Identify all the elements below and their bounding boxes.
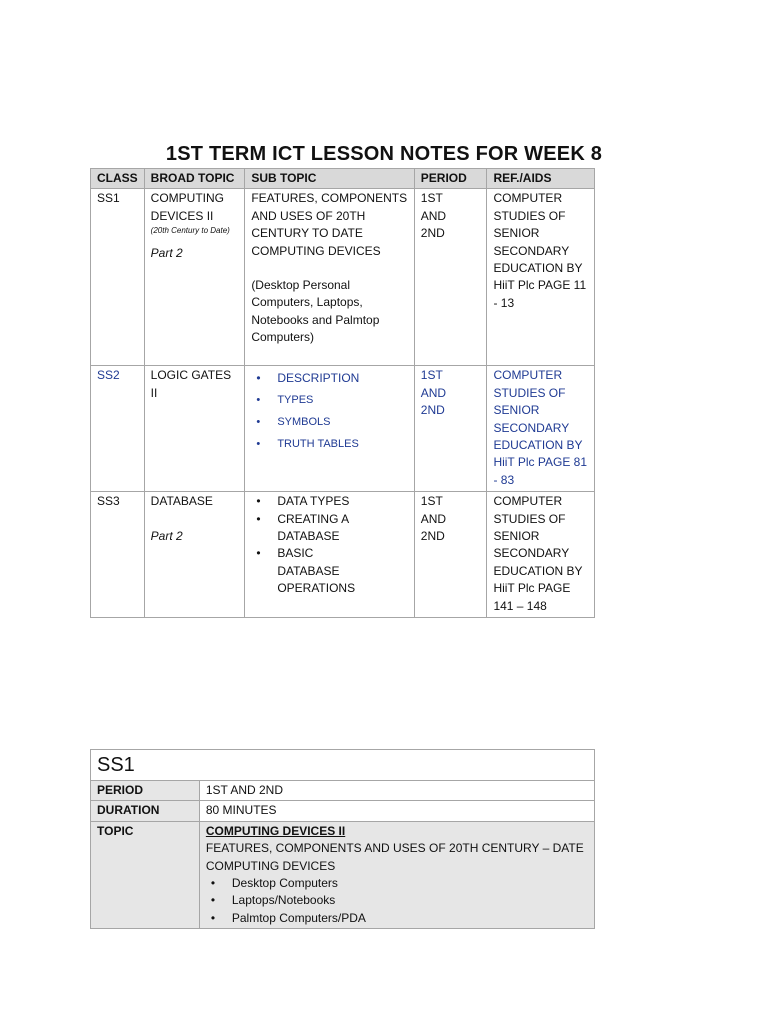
period-line: 1ST xyxy=(420,368,443,383)
broad-topic-cell xyxy=(144,492,245,618)
sub-topic-list xyxy=(251,493,407,597)
period-line: 1ST xyxy=(420,494,443,509)
sub-topic-extra: (Desktop Personal Computers, Laptops, Notebooks and Palmtop Computers) xyxy=(251,278,380,345)
detail-heading: SS1 xyxy=(91,750,595,781)
period-value: 1ST AND 2ND xyxy=(199,781,594,801)
ref-cell: COMPUTER STUDIES OF SENIOR SECONDARY EDUCATION BY HiiT Plc PAGE 11 - 13 xyxy=(487,189,595,366)
sub-topic-main: FEATURES, COMPONENTS AND USES OF 20TH CENTURY TO DATE COMPUTING DEVICES xyxy=(251,191,408,258)
topic-list xyxy=(206,875,588,927)
sub-topic-cell xyxy=(245,492,414,618)
broad-topic-part: Part 2 xyxy=(150,528,183,543)
list-item: • TRUTH TABLES xyxy=(251,433,407,455)
header-broad-topic: BROAD TOPIC xyxy=(144,169,245,189)
class-cell: SS1 xyxy=(91,189,145,366)
topic-label: TOPIC xyxy=(91,821,200,928)
ss1-detail-table xyxy=(90,749,595,929)
list-item: • Desktop Computers xyxy=(206,875,588,892)
ref-cell: COMPUTER STUDIES OF SENIOR SECONDARY EDUCATION BY HiiT Plc PAGE 81 - 83 xyxy=(487,366,595,492)
period-line: 1ST xyxy=(420,191,443,206)
period-line: AND xyxy=(420,208,447,223)
list-item: • DATA TYPES xyxy=(251,493,407,510)
list-item: • CREATING A DATABASE xyxy=(251,511,407,546)
list-item: • Palmtop Computers/PDA xyxy=(206,910,588,927)
list-item: • SYMBOLS xyxy=(251,411,407,433)
table-header-row xyxy=(91,169,595,189)
detail-topic-row xyxy=(91,821,595,928)
period-cell xyxy=(414,366,487,492)
ref-cell: COMPUTER STUDIES OF SENIOR SECONDARY EDUCATION BY HiiT Plc PAGE 141 – 148 xyxy=(487,492,595,618)
header-ref-aids: REF./AIDS xyxy=(487,169,595,189)
list-item: • Laptops/Notebooks xyxy=(206,892,588,909)
period-label: PERIOD xyxy=(91,781,200,801)
period-line: 2ND xyxy=(420,226,445,241)
page-title: 1ST TERM ICT LESSON NOTES FOR WEEK 8 xyxy=(165,143,603,165)
table-row-ss3 xyxy=(91,492,595,618)
duration-label: DURATION xyxy=(91,801,200,821)
table-row-ss1 xyxy=(91,189,595,366)
broad-topic-cell xyxy=(144,189,245,366)
topic-title: COMPUTING DEVICES II xyxy=(205,823,346,838)
header-class: CLASS xyxy=(91,169,145,189)
period-cell xyxy=(414,189,487,366)
detail-heading-row xyxy=(91,750,595,781)
header-period: PERIOD xyxy=(414,169,487,189)
header-sub-topic: SUB TOPIC xyxy=(245,169,414,189)
period-line: AND xyxy=(420,511,447,526)
list-item: • DESCRIPTION xyxy=(251,367,407,389)
topic-value xyxy=(199,821,594,928)
period-line: 2ND xyxy=(420,529,445,544)
sub-topic-cell xyxy=(245,366,414,492)
period-line: AND xyxy=(420,385,447,400)
broad-topic-text: COMPUTING DEVICES II xyxy=(150,191,225,223)
broad-topic-cell: LOGIC GATES II xyxy=(144,366,245,492)
broad-topic-part: Part 2 xyxy=(150,246,183,261)
period-line: 2ND xyxy=(420,403,445,418)
duration-value: 80 MINUTES xyxy=(199,801,594,821)
topic-text: FEATURES, COMPONENTS AND USES OF 20TH CENTURY – DATE COMPUTING DEVICES xyxy=(205,841,584,873)
period-cell xyxy=(414,492,487,618)
detail-duration-row xyxy=(91,801,595,821)
list-item: • TYPES xyxy=(251,389,407,411)
broad-topic-note: (20th Century to Date) xyxy=(150,226,230,236)
class-cell: SS2 xyxy=(91,366,145,492)
broad-topic-text: DATABASE xyxy=(150,494,213,509)
sub-topic-list xyxy=(251,367,407,455)
lesson-notes-table xyxy=(90,168,595,618)
table-row-ss2 xyxy=(91,366,595,492)
class-cell: SS3 xyxy=(91,492,145,618)
sub-topic-cell xyxy=(245,189,414,366)
list-item: • BASIC DATABASE OPERATIONS xyxy=(251,545,407,597)
detail-period-row xyxy=(91,781,595,801)
